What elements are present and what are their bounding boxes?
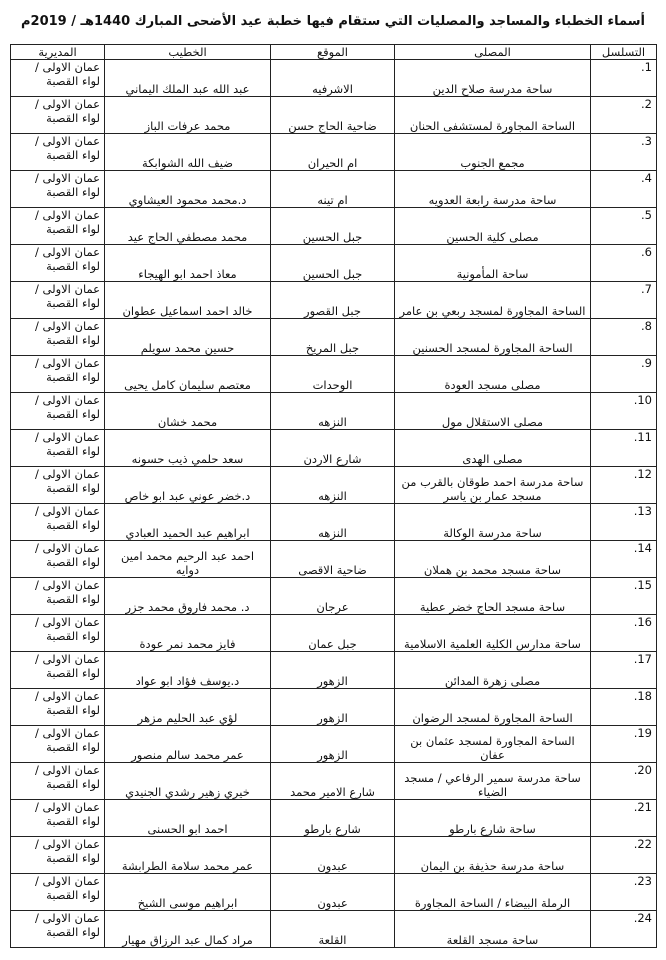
- khateeb-cell: خالد احمد اسماعيل عطوان: [105, 282, 271, 319]
- table-row: [11, 97, 657, 134]
- directorate-cell: [11, 171, 105, 208]
- musalla-cell: ساحة مدرسة الوكالة: [395, 504, 591, 541]
- table-row: [11, 467, 657, 504]
- row-number: 5.: [591, 208, 657, 245]
- table-row: [11, 874, 657, 911]
- khateeb-cell: محمد مصطفي الحاج عيد: [105, 208, 271, 245]
- directorate-cell: [11, 615, 105, 652]
- directorate-cell: [11, 430, 105, 467]
- directorate-cell: [11, 245, 105, 282]
- directorate-line-2: لواء القصبة: [46, 259, 100, 273]
- khateeb-cell: خيري زهير رشدي الجنيدي: [105, 763, 271, 800]
- musalla-cell: مصلى مسجد العودة: [395, 356, 591, 393]
- khateeb-cell: عمر محمد سلامة الطرابشة: [105, 837, 271, 874]
- site-cell: القلعة: [271, 911, 395, 948]
- table-row: [11, 430, 657, 467]
- directorate-cell: [11, 874, 105, 911]
- site-cell: شارع الاردن: [271, 430, 395, 467]
- directorate-line-1: عمان الاولى /: [34, 578, 100, 592]
- directorate-line-1: عمان الاولى /: [34, 726, 100, 740]
- directorate-line-1: عمان الاولى /: [34, 356, 100, 370]
- directorate-line-2: لواء القصبة: [46, 74, 100, 88]
- directorate-line-1: عمان الاولى /: [34, 837, 100, 851]
- directorate-line-1: عمان الاولى /: [34, 134, 100, 148]
- khateeb-cell: د.محمد محمود العيشاوي: [105, 171, 271, 208]
- directorate-cell: [11, 763, 105, 800]
- khateeb-cell: فايز محمد نمر عودة: [105, 615, 271, 652]
- directorate-line-2: لواء القصبة: [46, 407, 100, 421]
- row-number: 8.: [591, 319, 657, 356]
- row-number: 11.: [591, 430, 657, 467]
- document-title: أسماء الخطباء والمساجد والمصليات التي ستقام فيها خطبة عيد الأضحى المبارك 1440هـ / 2019م: [21, 14, 645, 29]
- row-number: 6.: [591, 245, 657, 282]
- directorate-line-2: لواء القصبة: [46, 740, 100, 754]
- table-row: [11, 615, 657, 652]
- directorate-line-1: عمان الاولى /: [34, 171, 100, 185]
- row-number: 2.: [591, 97, 657, 134]
- musalla-cell: ساحة مدرسة سمير الرفاعي / مسجد الضياء: [395, 763, 591, 800]
- site-cell: النزهه: [271, 467, 395, 504]
- directorate-cell: [11, 578, 105, 615]
- row-number: 14.: [591, 541, 657, 578]
- site-cell: شارع الامير محمد: [271, 763, 395, 800]
- site-cell: الزهور: [271, 652, 395, 689]
- musalla-cell: الساحة المجاورة لمسجد عثمان بن عفان: [395, 726, 591, 763]
- table-row: [11, 245, 657, 282]
- directorate-line-1: عمان الاولى /: [34, 430, 100, 444]
- directorate-line-2: لواء القصبة: [46, 814, 100, 828]
- musalla-cell: ساحة مدرسة صلاح الدين: [395, 60, 591, 97]
- directorate-line-1: عمان الاولى /: [34, 319, 100, 333]
- khateeb-cell: عمر محمد سالم منصور: [105, 726, 271, 763]
- khateeb-cell: حسين محمد سويلم: [105, 319, 271, 356]
- musalla-cell: مصلى الهدى: [395, 430, 591, 467]
- table-row: [11, 800, 657, 837]
- khateeb-cell: د.خضر عوني عبد ابو خاص: [105, 467, 271, 504]
- directorate-line-2: لواء القصبة: [46, 555, 100, 569]
- site-cell: جبل الحسين: [271, 208, 395, 245]
- row-number: 18.: [591, 689, 657, 726]
- site-cell: جبل المريخ: [271, 319, 395, 356]
- row-number: 17.: [591, 652, 657, 689]
- khateeb-cell: ابراهيم موسى الشيخ: [105, 874, 271, 911]
- table-row: [11, 763, 657, 800]
- musalla-cell: الرملة البيضاء / الساحة المجاورة: [395, 874, 591, 911]
- directorate-line-2: لواء القصبة: [46, 222, 100, 236]
- directorate-line-1: عمان الاولى /: [34, 652, 100, 666]
- table-row: [11, 726, 657, 763]
- site-cell: ام الحيران: [271, 134, 395, 171]
- khateeb-cell: سعد حلمي ذيب حسونه: [105, 430, 271, 467]
- directorate-line-2: لواء القصبة: [46, 481, 100, 495]
- site-cell: ضاحية الاقصى: [271, 541, 395, 578]
- site-cell: ام تينه: [271, 171, 395, 208]
- directorate-line-1: عمان الاولى /: [34, 245, 100, 259]
- musalla-cell: الساحة المجاورة لمسجد الحسنين: [395, 319, 591, 356]
- row-number: 15.: [591, 578, 657, 615]
- directorate-line-2: لواء القصبة: [46, 703, 100, 717]
- site-cell: الاشرفيه: [271, 60, 395, 97]
- table-row: [11, 134, 657, 171]
- directorate-line-1: عمان الاولى /: [34, 208, 100, 222]
- khateeb-cell: معاذ احمد ابو الهيجاء: [105, 245, 271, 282]
- directorate-cell: [11, 208, 105, 245]
- khateeb-cell: محمد خشان: [105, 393, 271, 430]
- directorate-cell: [11, 467, 105, 504]
- directorate-line-1: عمان الاولى /: [34, 467, 100, 481]
- directorate-line-1: عمان الاولى /: [34, 615, 100, 629]
- directorate-line-2: لواء القصبة: [46, 444, 100, 458]
- khateeb-cell: ضيف الله الشوابكة: [105, 134, 271, 171]
- row-number: 22.: [591, 837, 657, 874]
- khutbah-schedule-table: [10, 44, 657, 948]
- site-cell: جبل القصور: [271, 282, 395, 319]
- site-cell: الزهور: [271, 726, 395, 763]
- column-header-khateeb: الخطيب: [105, 45, 271, 60]
- khateeb-cell: لؤي عبد الحليم مزهر: [105, 689, 271, 726]
- khateeb-cell: معتصم سليمان كامل يحيى: [105, 356, 271, 393]
- row-number: 13.: [591, 504, 657, 541]
- directorate-cell: [11, 504, 105, 541]
- directorate-cell: [11, 652, 105, 689]
- table-row: [11, 60, 657, 97]
- musalla-cell: مجمع الجنوب: [395, 134, 591, 171]
- musalla-cell: ساحة مسجد محمد بن هملان: [395, 541, 591, 578]
- table-header-row: [11, 45, 657, 60]
- directorate-line-2: لواء القصبة: [46, 925, 100, 939]
- khateeb-cell: عبد الله عبد الملك اليماني: [105, 60, 271, 97]
- musalla-cell: ساحة مدرسة احمد طوقان بالقرب من مسجد عمار بن ياسر: [395, 467, 591, 504]
- khateeb-cell: احمد ابو الحسنى: [105, 800, 271, 837]
- table-row: [11, 171, 657, 208]
- row-number: 16.: [591, 615, 657, 652]
- row-number: 24.: [591, 911, 657, 948]
- column-header-directorate: المديرية: [11, 45, 105, 60]
- row-number: 10.: [591, 393, 657, 430]
- musalla-cell: ساحة المأمونية: [395, 245, 591, 282]
- khateeb-cell: محمد عرفات الباز: [105, 97, 271, 134]
- directorate-cell: [11, 134, 105, 171]
- site-cell: ضاحية الحاج حسن: [271, 97, 395, 134]
- directorate-cell: [11, 319, 105, 356]
- directorate-line-2: لواء القصبة: [46, 148, 100, 162]
- khateeb-cell: د.يوسف فؤاد ابو عواد: [105, 652, 271, 689]
- musalla-cell: مصلى كلية الحسين: [395, 208, 591, 245]
- site-cell: جبل عمان: [271, 615, 395, 652]
- directorate-cell: [11, 282, 105, 319]
- directorate-line-2: لواء القصبة: [46, 592, 100, 606]
- row-number: 21.: [591, 800, 657, 837]
- directorate-line-1: عمان الاولى /: [34, 800, 100, 814]
- directorate-line-1: عمان الاولى /: [34, 504, 100, 518]
- directorate-line-1: عمان الاولى /: [34, 874, 100, 888]
- table-row: [11, 504, 657, 541]
- row-number: 1.: [591, 60, 657, 97]
- directorate-line-1: عمان الاولى /: [34, 541, 100, 555]
- directorate-line-2: لواء القصبة: [46, 296, 100, 310]
- khateeb-cell: ابراهيم عبد الحميد العبادي: [105, 504, 271, 541]
- musalla-cell: مصلى الاستقلال مول: [395, 393, 591, 430]
- site-cell: النزهه: [271, 504, 395, 541]
- directorate-line-2: لواء القصبة: [46, 518, 100, 532]
- site-cell: شارع بارطو: [271, 800, 395, 837]
- directorate-line-1: عمان الاولى /: [34, 60, 100, 74]
- site-cell: عرجان: [271, 578, 395, 615]
- musalla-cell: ساحة شارع بارطو: [395, 800, 591, 837]
- site-cell: النزهه: [271, 393, 395, 430]
- directorate-line-2: لواء القصبة: [46, 629, 100, 643]
- directorate-cell: [11, 97, 105, 134]
- site-cell: عبدون: [271, 837, 395, 874]
- musalla-cell: ساحة مدارس الكلية العلمية الاسلامية: [395, 615, 591, 652]
- directorate-line-1: عمان الاولى /: [34, 393, 100, 407]
- row-number: 12.: [591, 467, 657, 504]
- musalla-cell: الساحة المجاورة لمسجد الرضوان: [395, 689, 591, 726]
- table-row: [11, 393, 657, 430]
- directorate-line-2: لواء القصبة: [46, 370, 100, 384]
- row-number: 19.: [591, 726, 657, 763]
- directorate-line-1: عمان الاولى /: [34, 689, 100, 703]
- musalla-cell: ساحة مدرسة حذيفة بن اليمان: [395, 837, 591, 874]
- row-number: 20.: [591, 763, 657, 800]
- table-row: [11, 541, 657, 578]
- table-row: [11, 911, 657, 948]
- directorate-line-2: لواء القصبة: [46, 333, 100, 347]
- musalla-cell: مصلى زهرة المدائن: [395, 652, 591, 689]
- directorate-line-2: لواء القصبة: [46, 666, 100, 680]
- row-number: 7.: [591, 282, 657, 319]
- row-number: 23.: [591, 874, 657, 911]
- directorate-line-1: عمان الاولى /: [34, 911, 100, 925]
- directorate-line-2: لواء القصبة: [46, 888, 100, 902]
- directorate-cell: [11, 726, 105, 763]
- directorate-line-1: عمان الاولى /: [34, 97, 100, 111]
- directorate-cell: [11, 689, 105, 726]
- site-cell: عبدون: [271, 874, 395, 911]
- table-row: [11, 319, 657, 356]
- directorate-cell: [11, 837, 105, 874]
- row-number: 9.: [591, 356, 657, 393]
- khateeb-cell: احمد عبد الرحيم محمد امين دوايه: [105, 541, 271, 578]
- directorate-cell: [11, 911, 105, 948]
- musalla-cell: ساحة مسجد الحاج خضر عطية: [395, 578, 591, 615]
- row-number: 4.: [591, 171, 657, 208]
- table-row: [11, 837, 657, 874]
- musalla-cell: الساحة المجاورة لمسجد ربعي بن عامر: [395, 282, 591, 319]
- directorate-line-2: لواء القصبة: [46, 111, 100, 125]
- directorate-cell: [11, 800, 105, 837]
- site-cell: الزهور: [271, 689, 395, 726]
- khateeb-cell: مراد كمال عبد الرزاق مهيار: [105, 911, 271, 948]
- column-header-site: الموقع: [271, 45, 395, 60]
- column-header-musalla: المصلى: [395, 45, 591, 60]
- table-row: [11, 689, 657, 726]
- table-row: [11, 282, 657, 319]
- directorate-cell: [11, 541, 105, 578]
- table-body: [11, 60, 657, 948]
- table-row: [11, 208, 657, 245]
- directorate-line-2: لواء القصبة: [46, 185, 100, 199]
- site-cell: جبل الحسين: [271, 245, 395, 282]
- khateeb-cell: د. محمد فاروق محمد جزر: [105, 578, 271, 615]
- directorate-line-1: عمان الاولى /: [34, 763, 100, 777]
- table-row: [11, 356, 657, 393]
- musalla-cell: ساحة مدرسة رابعة العدويه: [395, 171, 591, 208]
- row-number: 3.: [591, 134, 657, 171]
- directorate-cell: [11, 60, 105, 97]
- directorate-cell: [11, 356, 105, 393]
- site-cell: الوحدات: [271, 356, 395, 393]
- table-row: [11, 578, 657, 615]
- directorate-line-2: لواء القصبة: [46, 777, 100, 791]
- directorate-cell: [11, 393, 105, 430]
- directorate-line-2: لواء القصبة: [46, 851, 100, 865]
- musalla-cell: الساحة المجاورة لمستشفى الحنان: [395, 97, 591, 134]
- table-row: [11, 652, 657, 689]
- musalla-cell: ساحة مسجد القلعة: [395, 911, 591, 948]
- column-header-number: التسلسل: [591, 45, 657, 60]
- directorate-line-1: عمان الاولى /: [34, 282, 100, 296]
